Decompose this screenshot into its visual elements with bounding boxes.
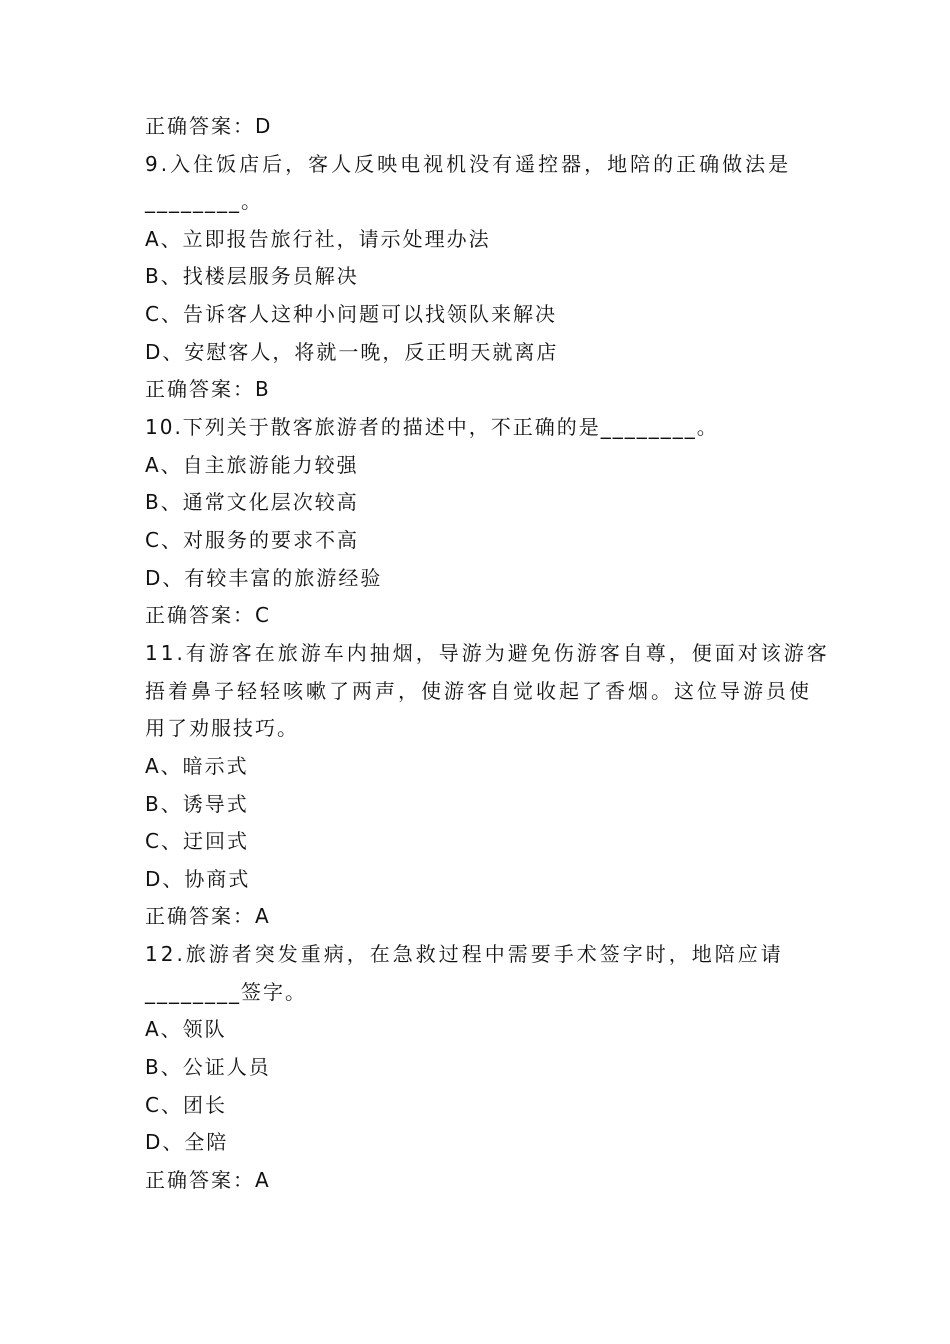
option-line: A、自主旅游能力较强 bbox=[145, 453, 359, 477]
answer-line: 正确答案：B bbox=[145, 377, 271, 401]
option-line: B、找楼层服务员解决 bbox=[145, 264, 359, 288]
question-10-text: 10.下列关于散客旅游者的描述中，不正确的是________。 bbox=[145, 415, 719, 439]
question-9-text: 9.入住饭店后，客人反映电视机没有遥控器，地陪的正确做法是 bbox=[145, 152, 792, 176]
question-9-blank: ________。 bbox=[145, 189, 263, 213]
answer-line: 正确答案：C bbox=[145, 603, 271, 627]
option-line: A、立即报告旅行社，请示处理办法 bbox=[145, 227, 491, 251]
option-line: A、领队 bbox=[145, 1017, 227, 1041]
question-12-blank: ________签字。 bbox=[145, 980, 307, 1004]
answer-line: 正确答案：A bbox=[145, 904, 271, 928]
option-line: C、团长 bbox=[145, 1093, 227, 1117]
option-line: B、诱导式 bbox=[145, 792, 249, 816]
question-11-text: 捂着鼻子轻轻咳嗽了两声，使游客自觉收起了香烟。这位导游员使 bbox=[145, 679, 812, 703]
option-line: D、协商式 bbox=[145, 867, 251, 891]
answer-line: 正确答案：A bbox=[145, 1168, 271, 1192]
option-line: C、告诉客人这种小问题可以找领队来解决 bbox=[145, 302, 557, 326]
question-12-text: 12.旅游者突发重病，在急救过程中需要手术签字时，地陪应请 bbox=[145, 942, 784, 966]
answer-line: 正确答案：D bbox=[145, 114, 273, 138]
option-line: B、公证人员 bbox=[145, 1055, 271, 1079]
option-line: B、通常文化层次较高 bbox=[145, 490, 359, 514]
option-line: D、安慰客人，将就一晚，反正明天就离店 bbox=[145, 340, 559, 364]
option-line: A、暗示式 bbox=[145, 754, 249, 778]
option-line: D、有较丰富的旅游经验 bbox=[145, 566, 383, 590]
question-11-text: 用了劝服技巧。 bbox=[145, 716, 299, 740]
option-line: C、对服务的要求不高 bbox=[145, 528, 359, 552]
option-line: C、迂回式 bbox=[145, 829, 249, 853]
option-line: D、全陪 bbox=[145, 1130, 229, 1154]
question-11-text: 11.有游客在旅游车内抽烟，导游为避免伤游客自尊，便面对该游客 bbox=[145, 641, 830, 665]
